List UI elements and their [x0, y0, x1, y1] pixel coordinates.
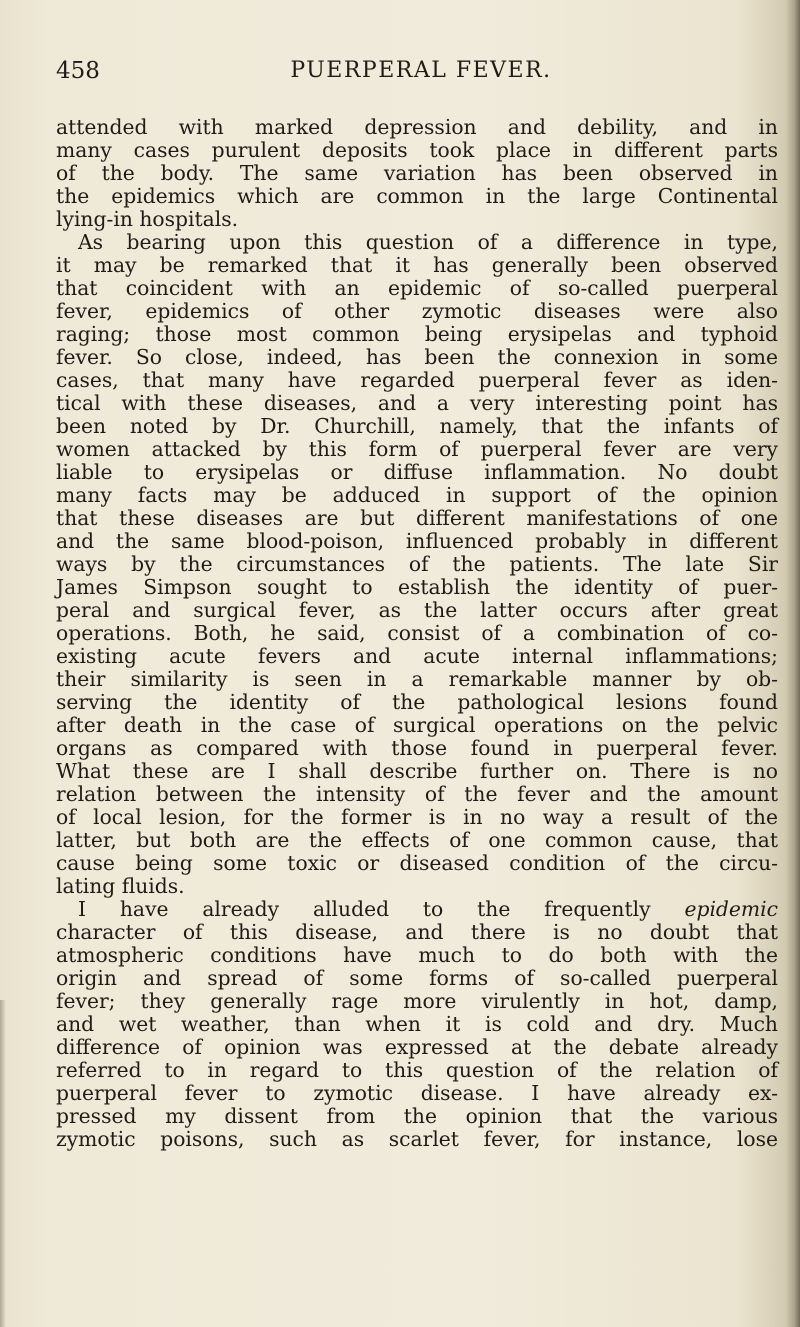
- text-line: difference of opinion was expressed at the debate already: [56, 1035, 778, 1059]
- body-text: [56, 116, 778, 1151]
- text-line: lating fluids.: [56, 874, 185, 898]
- text-line: fever, epidemics of other zymotic diseases were also: [56, 299, 778, 323]
- text-line: What these are I shall describe further on. There is no: [56, 759, 778, 783]
- page-gutter-shadow: [786, 0, 800, 1327]
- running-head: PUERPERAL FEVER.: [290, 58, 552, 83]
- text-line: [56, 898, 778, 921]
- page-number: 458: [56, 58, 100, 84]
- text-line: and the same blood-poison, influenced probably in different: [56, 529, 778, 553]
- text-line: ways by the circumstances of the patients. The late Sir: [56, 552, 778, 576]
- text-line: character of this disease, and there is no doubt that: [56, 920, 778, 944]
- text-line: As bearing upon this question of a difference in type,: [78, 230, 778, 254]
- text-line: puerperal fever to zymotic disease. I have already ex-: [56, 1081, 778, 1105]
- text-line: many cases purulent deposits took place in different parts: [56, 138, 778, 162]
- text-line: that these diseases are but different manifestations of one: [56, 506, 778, 530]
- text-line: fever. So close, indeed, has been the connexion in some: [56, 345, 778, 369]
- text-line: organs as compared with those found in puerperal fever.: [56, 736, 778, 760]
- text-line: peral and surgical fever, as the latter occurs after great: [56, 598, 778, 622]
- text-line: it may be remarked that it has generally been observed: [56, 253, 778, 277]
- text-line: existing acute fevers and acute internal inflammations;: [56, 644, 778, 668]
- text-line: after death in the case of surgical operations on the pelvic: [56, 713, 778, 737]
- text-line: latter, but both are the effects of one common cause, that: [56, 828, 778, 852]
- text-line: atmospheric conditions have much to do both with the: [56, 943, 778, 967]
- text-line: lying-in hospitals.: [56, 207, 239, 231]
- text-line: referred to in regard to this question of the relation of: [56, 1058, 778, 1082]
- text-line: liable to erysipelas or diffuse inflammation. No doubt: [56, 460, 778, 484]
- text-line: operations. Both, he said, consist of a combination of co-: [56, 621, 778, 645]
- text-fragment: I have already alluded to the frequently: [78, 897, 651, 921]
- text-line: the epidemics which are common in the large Continental: [56, 184, 778, 208]
- text-line: cause being some toxic or diseased condition of the circu-: [56, 851, 778, 875]
- page-edge-shadow: [0, 1000, 6, 1327]
- text-line: tical with these diseases, and a very interesting point has: [56, 391, 778, 415]
- text-line: serving the identity of the pathological lesions found: [56, 690, 778, 714]
- text-line: origin and spread of some forms of so-called puerperal: [56, 966, 778, 990]
- text-line: attended with marked depression and debility, and in: [56, 115, 778, 139]
- text-line: that coincident with an epidemic of so-called puerperal: [56, 276, 778, 300]
- text-line: of local lesion, for the former is in no way a result of the: [56, 805, 778, 829]
- text-line: and wet weather, than when it is cold and dry. Much: [56, 1012, 778, 1036]
- text-line: been noted by Dr. Churchill, namely, that the infants of: [56, 414, 778, 438]
- page-header: [56, 58, 776, 88]
- text-line: relation between the intensity of the fever and the amount: [56, 782, 778, 806]
- text-line: fever; they generally rage more virulently in hot, damp,: [56, 989, 778, 1013]
- text-line: women attacked by this form of puerperal fever are very: [56, 437, 778, 461]
- text-line: their similarity is seen in a remarkable manner by ob-: [56, 667, 778, 691]
- text-line: raging; those most common being erysipelas and typhoid: [56, 322, 778, 346]
- text-line: cases, that many have regarded puerperal fever as iden-: [56, 368, 778, 392]
- text-line: zymotic poisons, such as scarlet fever, for instance, lose: [56, 1127, 778, 1151]
- emphasized-word: epidemic: [684, 897, 778, 921]
- text-line: pressed my dissent from the opinion that the various: [56, 1104, 778, 1128]
- text-line: of the body. The same variation has been observed in: [56, 161, 778, 185]
- text-line: many facts may be adduced in support of the opinion: [56, 483, 778, 507]
- text-line: James Simpson sought to establish the identity of puer-: [56, 575, 778, 599]
